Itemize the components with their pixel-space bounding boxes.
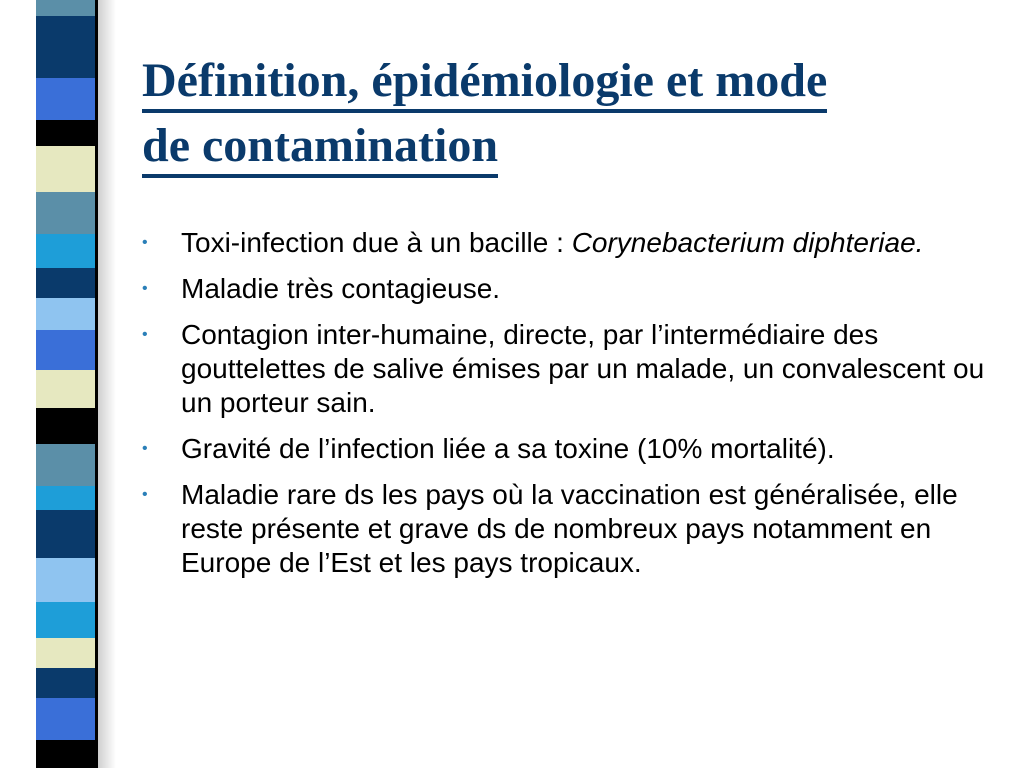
bullet-icon: •: [142, 280, 148, 297]
stripe: [36, 558, 98, 602]
stripe: [36, 510, 98, 558]
bullet-icon: •: [142, 440, 148, 457]
bullet-text: Maladie rare ds les pays où la vaccination est généralisée, elle reste présente et grave ds de nombreux pays notamment en Europe de l’Est et les pays tropicaux.: [181, 479, 958, 578]
bullet-text: Contagion inter-humaine, directe, par l’intermédiaire des gouttelettes de salive émises par un malade, un convalescent ou un porteur sain.: [181, 319, 985, 418]
bullet-icon: •: [142, 326, 148, 343]
stripe: [36, 444, 98, 486]
stripe: [36, 330, 98, 370]
stripe: [36, 698, 98, 740]
bullet-item: [142, 226, 992, 260]
stripe: [36, 486, 98, 510]
stripe: [36, 46, 98, 78]
slide-title: [142, 52, 992, 182]
slide-title-line-1: Définition, épidémiologie et mode: [142, 53, 827, 113]
stripe: [36, 146, 98, 192]
stripe-shadow: [98, 0, 116, 768]
decorative-stripe-bar: [36, 0, 98, 768]
slide-title-line-2: de contamination: [142, 118, 498, 178]
stripe: [36, 298, 98, 330]
bullet-item: [142, 318, 992, 420]
bullet-list: [142, 226, 992, 592]
bullet-item: [142, 432, 992, 466]
stripe: [36, 120, 98, 146]
bullet-icon: •: [142, 486, 148, 503]
stripe: [36, 192, 98, 234]
bullet-icon: •: [142, 234, 148, 251]
stripe: [36, 16, 98, 46]
stripe: [36, 78, 98, 120]
bullet-text: Toxi-infection due à un bacille :: [181, 227, 572, 258]
bullet-item: [142, 478, 992, 580]
stripe: [36, 268, 98, 298]
bullet-item: [142, 272, 992, 306]
stripe: [36, 408, 98, 444]
stripe: [36, 234, 98, 268]
stripe: [36, 638, 98, 668]
bullet-text-italic: Corynebacterium diphteriae.: [571, 227, 924, 258]
bullet-text: Maladie très contagieuse.: [181, 273, 501, 304]
stripe: [36, 740, 98, 768]
stripe: [36, 668, 98, 698]
bullet-text: Gravité de l’infection liée a sa toxine (10% mortalité).: [181, 433, 835, 464]
stripe: [36, 0, 98, 16]
stripe: [36, 602, 98, 638]
stripe: [36, 370, 98, 408]
